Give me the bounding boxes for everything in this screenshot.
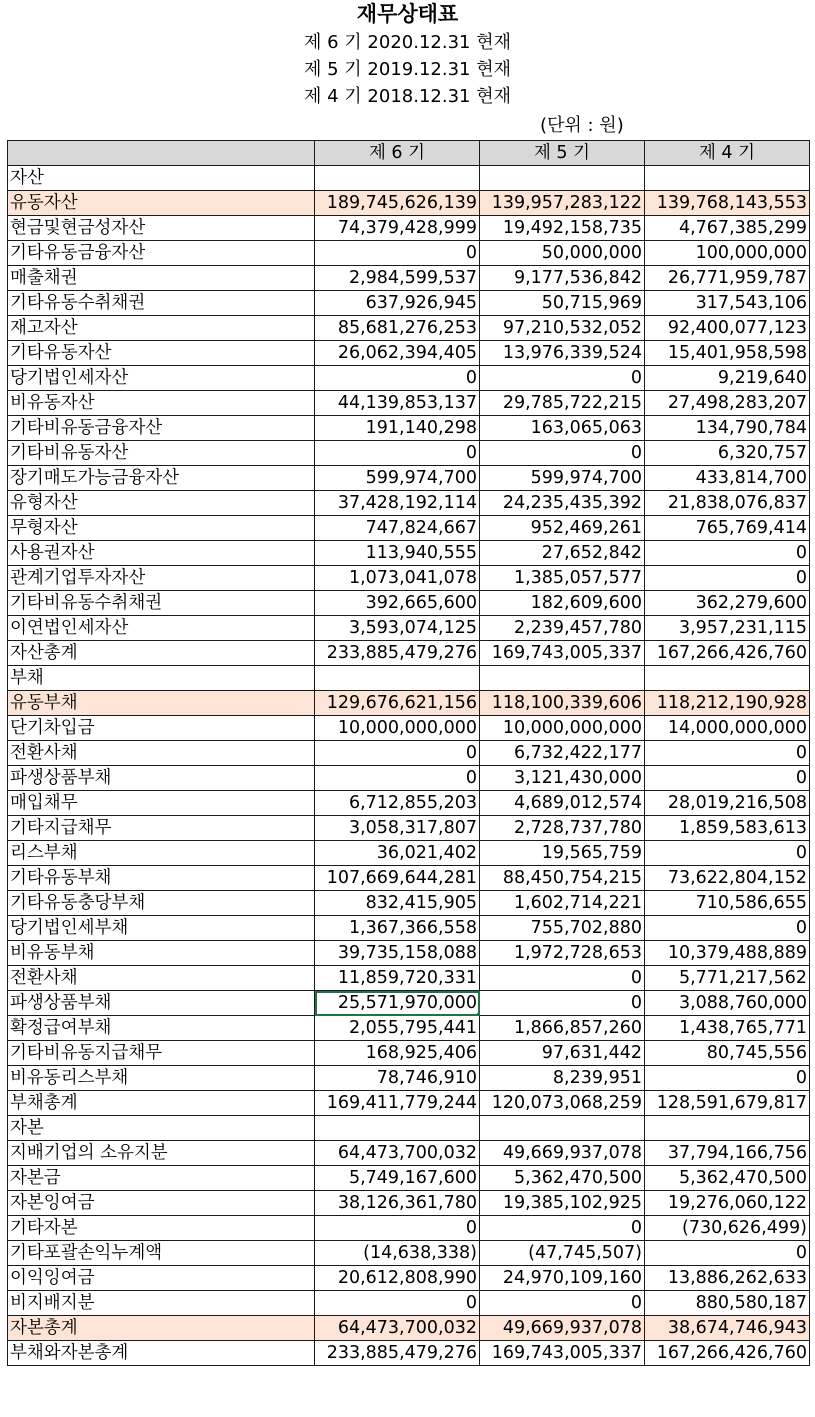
account-label-cell[interactable]: 당기법인세자산 <box>8 366 315 391</box>
account-label-cell[interactable]: 유동부채 <box>8 691 315 716</box>
period-line-6: 제 6 기 2020.12.31 현재 <box>304 32 511 53</box>
value-cell-period-6[interactable]: 189,745,626,139 <box>315 191 480 216</box>
value-cell-period-5[interactable]: 10,000,000,000 <box>480 716 645 741</box>
value-cell-period-6[interactable]: 107,669,644,281 <box>315 866 480 891</box>
value-cell-period-4[interactable]: 167,266,426,760 <box>645 641 810 666</box>
table-row <box>8 191 810 216</box>
account-label-cell[interactable]: 확정급여부채 <box>8 1016 315 1041</box>
value-cell-period-4[interactable]: 765,769,414 <box>645 516 810 541</box>
account-label-cell[interactable]: 전환사채 <box>8 741 315 766</box>
table-row <box>8 1241 810 1266</box>
header-cell-account[interactable] <box>8 141 315 166</box>
table-row <box>8 241 810 266</box>
table-row <box>8 691 810 716</box>
value-cell-period-5[interactable]: 169,743,005,337 <box>480 1341 645 1366</box>
value-cell-period-4[interactable]: 0 <box>645 1241 810 1266</box>
value-cell-period-5[interactable]: 19,492,158,735 <box>480 216 645 241</box>
value-cell-period-4[interactable]: 3,957,231,115 <box>645 616 810 641</box>
value-cell-period-4[interactable]: 38,674,746,943 <box>645 1316 810 1341</box>
value-cell-period-5[interactable]: 97,631,442 <box>480 1041 645 1066</box>
table-row <box>8 441 810 466</box>
account-label-cell[interactable]: 비유동리스부채 <box>8 1066 315 1091</box>
value-cell-period-6[interactable] <box>315 166 480 191</box>
value-cell-period-6[interactable]: 233,885,479,276 <box>315 641 480 666</box>
value-cell-period-4[interactable]: 27,498,283,207 <box>645 391 810 416</box>
value-cell-period-5[interactable]: 1,972,728,653 <box>480 941 645 966</box>
value-cell-period-4[interactable] <box>645 1116 810 1141</box>
balance-sheet-table <box>7 140 810 1366</box>
value-cell-period-5[interactable]: 88,450,754,215 <box>480 866 645 891</box>
account-label-cell[interactable]: 유동자산 <box>8 191 315 216</box>
account-label-cell[interactable]: 무형자산 <box>8 516 315 541</box>
value-cell-period-5[interactable]: 0 <box>480 1216 645 1241</box>
value-cell-period-5[interactable]: 5,362,470,500 <box>480 1166 645 1191</box>
value-cell-period-4[interactable]: 15,401,958,598 <box>645 341 810 366</box>
value-cell-period-4[interactable]: 21,838,076,837 <box>645 491 810 516</box>
value-cell-period-4[interactable]: 1,859,583,613 <box>645 816 810 841</box>
account-label-cell[interactable]: 자본잉여금 <box>8 1191 315 1216</box>
value-cell-period-6[interactable]: 599,974,700 <box>315 466 480 491</box>
value-cell-period-5[interactable]: 4,689,012,574 <box>480 791 645 816</box>
table-row <box>8 1141 810 1166</box>
value-cell-period-5[interactable]: 120,073,068,259 <box>480 1091 645 1116</box>
account-label-cell[interactable]: 기타포괄손익누계액 <box>8 1241 315 1266</box>
table-row <box>8 866 810 891</box>
value-cell-period-5[interactable]: 182,609,600 <box>480 591 645 616</box>
value-cell-period-6[interactable]: 37,428,192,114 <box>315 491 480 516</box>
value-cell-period-6[interactable]: 74,379,428,999 <box>315 216 480 241</box>
value-cell-period-4[interactable]: 5,771,217,562 <box>645 966 810 991</box>
value-cell-period-5[interactable]: 169,743,005,337 <box>480 641 645 666</box>
value-cell-period-6[interactable]: 0 <box>315 766 480 791</box>
account-label-cell[interactable]: 유형자산 <box>8 491 315 516</box>
value-cell-period-5[interactable]: 97,210,532,052 <box>480 316 645 341</box>
value-cell-period-5[interactable]: 2,728,737,780 <box>480 816 645 841</box>
value-cell-period-6[interactable]: 3,058,317,807 <box>315 816 480 841</box>
value-cell-period-4[interactable]: 37,794,166,756 <box>645 1141 810 1166</box>
value-cell-period-6[interactable]: (14,638,338) <box>315 1241 480 1266</box>
value-cell-period-5[interactable]: 49,669,937,078 <box>480 1141 645 1166</box>
header-cell-period-6[interactable]: 제 6 기 <box>315 141 480 166</box>
table-row <box>8 1066 810 1091</box>
account-label-cell[interactable]: 자본총계 <box>8 1316 315 1341</box>
table-row <box>8 291 810 316</box>
value-cell-period-6[interactable]: 0 <box>315 241 480 266</box>
value-cell-period-6[interactable]: 0 <box>315 366 480 391</box>
value-cell-period-5[interactable]: 27,652,842 <box>480 541 645 566</box>
value-cell-period-4[interactable]: 26,771,959,787 <box>645 266 810 291</box>
value-cell-period-4[interactable]: 3,088,760,000 <box>645 991 810 1016</box>
table-row <box>8 391 810 416</box>
table-row <box>8 1216 810 1241</box>
value-cell-period-6[interactable]: 392,665,600 <box>315 591 480 616</box>
value-cell-period-6[interactable]: 832,415,905 <box>315 891 480 916</box>
value-cell-period-6[interactable]: 64,473,700,032 <box>315 1141 480 1166</box>
value-cell-period-6[interactable]: 6,712,855,203 <box>315 791 480 816</box>
account-label-cell[interactable]: 기타유동금융자산 <box>8 241 315 266</box>
value-cell-period-5[interactable]: 0 <box>480 441 645 466</box>
account-label-cell[interactable]: 부채 <box>8 666 315 691</box>
value-cell-period-4[interactable]: 134,790,784 <box>645 416 810 441</box>
value-cell-period-6[interactable]: 0 <box>315 1291 480 1316</box>
table-row <box>8 766 810 791</box>
table-row <box>8 841 810 866</box>
account-label-cell[interactable]: 기타비유동금융자산 <box>8 416 315 441</box>
account-label-cell[interactable]: 비유동부채 <box>8 941 315 966</box>
value-cell-period-4[interactable]: 880,580,187 <box>645 1291 810 1316</box>
value-cell-period-6[interactable]: 3,593,074,125 <box>315 616 480 641</box>
table-row <box>8 791 810 816</box>
value-cell-period-5[interactable] <box>480 166 645 191</box>
value-cell-period-6[interactable]: 129,676,621,156 <box>315 691 480 716</box>
value-cell-period-6[interactable]: 39,735,158,088 <box>315 941 480 966</box>
value-cell-period-5[interactable]: 13,976,339,524 <box>480 341 645 366</box>
value-cell-period-5[interactable]: 2,239,457,780 <box>480 616 645 641</box>
value-cell-period-4[interactable]: 0 <box>645 566 810 591</box>
table-row <box>8 916 810 941</box>
value-cell-period-5[interactable]: 6,732,422,177 <box>480 741 645 766</box>
value-cell-period-5[interactable] <box>480 1116 645 1141</box>
value-cell-period-6[interactable]: 64,473,700,032 <box>315 1316 480 1341</box>
value-cell-period-5[interactable]: 50,000,000 <box>480 241 645 266</box>
value-cell-period-5[interactable]: 163,065,063 <box>480 416 645 441</box>
value-cell-period-6[interactable]: 85,681,276,253 <box>315 316 480 341</box>
table-row <box>8 1166 810 1191</box>
table-row <box>8 741 810 766</box>
value-cell-period-5[interactable]: 3,121,430,000 <box>480 766 645 791</box>
account-label-cell[interactable]: 지배기업의 소유지분 <box>8 1141 315 1166</box>
table-row <box>8 941 810 966</box>
table-row <box>8 491 810 516</box>
value-cell-period-5[interactable]: (47,745,507) <box>480 1241 645 1266</box>
table-row <box>8 541 810 566</box>
value-cell-period-6[interactable]: 168,925,406 <box>315 1041 480 1066</box>
account-label-cell[interactable]: 리스부채 <box>8 841 315 866</box>
value-cell-period-4[interactable]: 710,586,655 <box>645 891 810 916</box>
table-row <box>8 566 810 591</box>
account-label-cell[interactable]: 매입채무 <box>8 791 315 816</box>
value-cell-period-6[interactable]: 5,749,167,600 <box>315 1166 480 1191</box>
table-row <box>8 591 810 616</box>
value-cell-period-4[interactable]: 73,622,804,152 <box>645 866 810 891</box>
account-label-cell[interactable]: 기타지급채무 <box>8 816 315 841</box>
account-label-cell[interactable]: 이익잉여금 <box>8 1266 315 1291</box>
value-cell-period-4[interactable]: 19,276,060,122 <box>645 1191 810 1216</box>
value-cell-period-6[interactable]: 11,859,720,331 <box>315 966 480 991</box>
value-cell-period-6[interactable]: 747,824,667 <box>315 516 480 541</box>
value-cell-period-5[interactable]: 118,100,339,606 <box>480 691 645 716</box>
statement-title: 재무상태표 <box>356 2 459 26</box>
table-row <box>8 1041 810 1066</box>
value-cell-period-5[interactable]: 1,866,857,260 <box>480 1016 645 1041</box>
value-cell-period-4[interactable]: 167,266,426,760 <box>645 1341 810 1366</box>
account-label-cell[interactable]: 사용권자산 <box>8 541 315 566</box>
value-cell-period-6[interactable]: 2,055,795,441 <box>315 1016 480 1041</box>
value-cell-period-6[interactable]: 1,367,366,558 <box>315 916 480 941</box>
account-label-cell[interactable]: 기타비유동자산 <box>8 441 315 466</box>
value-cell-period-4[interactable] <box>645 666 810 691</box>
value-cell-period-6[interactable]: 26,062,394,405 <box>315 341 480 366</box>
value-cell-period-4[interactable]: 5,362,470,500 <box>645 1166 810 1191</box>
table-row <box>8 316 810 341</box>
table-row <box>8 341 810 366</box>
value-cell-period-5[interactable]: 19,385,102,925 <box>480 1191 645 1216</box>
value-cell-period-6[interactable]: 169,411,779,244 <box>315 1091 480 1116</box>
table-row <box>8 1266 810 1291</box>
value-cell-period-4[interactable]: 128,591,679,817 <box>645 1091 810 1116</box>
value-cell-period-4[interactable]: 362,279,600 <box>645 591 810 616</box>
account-label-cell[interactable]: 비지배지분 <box>8 1291 315 1316</box>
account-label-cell[interactable]: 자본금 <box>8 1166 315 1191</box>
value-cell-period-6[interactable]: 0 <box>315 1216 480 1241</box>
value-cell-period-4[interactable]: 1,438,765,771 <box>645 1016 810 1041</box>
account-label-cell[interactable]: 비유동자산 <box>8 391 315 416</box>
value-cell-period-6[interactable]: 44,139,853,137 <box>315 391 480 416</box>
value-cell-period-4[interactable]: 433,814,700 <box>645 466 810 491</box>
table-row <box>8 666 810 691</box>
unit-label: (단위 : 원) <box>540 115 624 136</box>
value-cell-period-6[interactable] <box>315 1116 480 1141</box>
header-cell-period-4[interactable]: 제 4 기 <box>645 141 810 166</box>
account-label-cell[interactable]: 기타자본 <box>8 1216 315 1241</box>
value-cell-period-4[interactable]: 6,320,757 <box>645 441 810 466</box>
value-cell-period-4[interactable]: 4,767,385,299 <box>645 216 810 241</box>
account-label-cell[interactable]: 기타유동수취채권 <box>8 291 315 316</box>
header-cell-period-5[interactable]: 제 5 기 <box>480 141 645 166</box>
value-cell-period-4[interactable] <box>645 166 810 191</box>
value-cell-period-4[interactable]: (730,626,499) <box>645 1216 810 1241</box>
value-cell-period-5[interactable]: 19,565,759 <box>480 841 645 866</box>
table-row <box>8 466 810 491</box>
value-cell-period-6[interactable]: 113,940,555 <box>315 541 480 566</box>
value-cell-period-4[interactable]: 0 <box>645 916 810 941</box>
value-cell-period-4[interactable]: 317,543,106 <box>645 291 810 316</box>
value-cell-period-5[interactable]: 0 <box>480 966 645 991</box>
table-row <box>8 966 810 991</box>
value-cell-period-4[interactable]: 0 <box>645 766 810 791</box>
account-label-cell[interactable]: 기타유동부채 <box>8 866 315 891</box>
account-label-cell[interactable]: 기타비유동지급채무 <box>8 1041 315 1066</box>
account-label-cell[interactable]: 이연법인세자산 <box>8 616 315 641</box>
account-label-cell[interactable]: 전환사채 <box>8 966 315 991</box>
value-cell-period-6[interactable]: 78,746,910 <box>315 1066 480 1091</box>
value-cell-period-5[interactable]: 24,970,109,160 <box>480 1266 645 1291</box>
value-cell-period-4[interactable]: 13,886,262,633 <box>645 1266 810 1291</box>
value-cell-period-4[interactable]: 0 <box>645 741 810 766</box>
value-cell-period-5[interactable]: 49,669,937,078 <box>480 1316 645 1341</box>
table-row <box>8 716 810 741</box>
value-cell-period-5[interactable]: 1,602,714,221 <box>480 891 645 916</box>
account-label-cell[interactable]: 매출채권 <box>8 266 315 291</box>
account-label-cell[interactable]: 기타비유동수취채권 <box>8 591 315 616</box>
value-cell-period-4[interactable]: 0 <box>645 1066 810 1091</box>
value-cell-period-4[interactable]: 80,745,556 <box>645 1041 810 1066</box>
value-cell-period-4[interactable]: 10,379,488,889 <box>645 941 810 966</box>
value-cell-period-6[interactable]: 2,984,599,537 <box>315 266 480 291</box>
period-line-5: 제 5 기 2019.12.31 현재 <box>304 59 511 80</box>
value-cell-period-6[interactable]: 38,126,361,780 <box>315 1191 480 1216</box>
table-row <box>8 1091 810 1116</box>
value-cell-period-5[interactable]: 50,715,969 <box>480 291 645 316</box>
value-cell-period-5[interactable]: 599,974,700 <box>480 466 645 491</box>
value-cell-period-5[interactable]: 9,177,536,842 <box>480 266 645 291</box>
value-cell-period-4[interactable]: 28,019,216,508 <box>645 791 810 816</box>
table-row <box>8 991 810 1016</box>
table-row <box>8 1116 810 1141</box>
value-cell-period-6[interactable]: 10,000,000,000 <box>315 716 480 741</box>
account-label-cell[interactable]: 파생상품부채 <box>8 991 315 1016</box>
value-cell-period-6[interactable]: 233,885,479,276 <box>315 1341 480 1366</box>
header-row <box>8 141 810 166</box>
value-cell-period-4[interactable]: 9,219,640 <box>645 366 810 391</box>
value-cell-period-4[interactable]: 100,000,000 <box>645 241 810 266</box>
account-label-cell[interactable]: 장기매도가능금융자산 <box>8 466 315 491</box>
table-row <box>8 1316 810 1341</box>
table-row <box>8 616 810 641</box>
value-cell-period-5[interactable] <box>480 666 645 691</box>
account-label-cell[interactable]: 자산총계 <box>8 641 315 666</box>
account-label-cell[interactable]: 부채총계 <box>8 1091 315 1116</box>
value-cell-period-5[interactable]: 29,785,722,215 <box>480 391 645 416</box>
account-label-cell[interactable]: 자산 <box>8 166 315 191</box>
value-cell-period-4[interactable]: 0 <box>645 841 810 866</box>
value-cell-period-4[interactable]: 0 <box>645 541 810 566</box>
account-label-cell[interactable]: 기타유동충당부채 <box>8 891 315 916</box>
value-cell-period-5[interactable]: 24,235,435,392 <box>480 491 645 516</box>
account-label-cell[interactable]: 재고자산 <box>8 316 315 341</box>
value-cell-period-5[interactable]: 1,385,057,577 <box>480 566 645 591</box>
account-label-cell[interactable]: 관계기업투자자산 <box>8 566 315 591</box>
value-cell-period-5[interactable]: 0 <box>480 991 645 1016</box>
value-cell-period-4[interactable]: 92,400,077,123 <box>645 316 810 341</box>
table-row <box>8 1341 810 1366</box>
value-cell-period-4[interactable]: 14,000,000,000 <box>645 716 810 741</box>
table-row <box>8 891 810 916</box>
table-row <box>8 1191 810 1216</box>
table-row <box>8 816 810 841</box>
value-cell-period-5[interactable]: 139,957,283,122 <box>480 191 645 216</box>
account-label-cell[interactable]: 기타유동자산 <box>8 341 315 366</box>
value-cell-period-6[interactable]: 0 <box>315 741 480 766</box>
value-cell-period-6[interactable]: 637,926,945 <box>315 291 480 316</box>
table-row <box>8 266 810 291</box>
account-label-cell[interactable]: 당기법인세부채 <box>8 916 315 941</box>
value-cell-period-6[interactable]: 20,612,808,990 <box>315 1266 480 1291</box>
value-cell-period-6[interactable]: 0 <box>315 441 480 466</box>
table-row <box>8 366 810 391</box>
value-cell-period-6[interactable]: 36,021,402 <box>315 841 480 866</box>
value-cell-period-6[interactable]: 1,073,041,078 <box>315 566 480 591</box>
account-label-cell[interactable]: 현금및현금성자산 <box>8 216 315 241</box>
account-label-cell[interactable]: 부채와자본총계 <box>8 1341 315 1366</box>
account-label-cell[interactable]: 자본 <box>8 1116 315 1141</box>
value-cell-period-6[interactable]: 25,571,970,000 <box>315 991 480 1016</box>
period-line-4: 제 4 기 2018.12.31 현재 <box>304 86 511 107</box>
table-row <box>8 516 810 541</box>
table-row <box>8 1016 810 1041</box>
table-row <box>8 216 810 241</box>
value-cell-period-5[interactable]: 755,702,880 <box>480 916 645 941</box>
value-cell-period-5[interactable]: 0 <box>480 1291 645 1316</box>
account-label-cell[interactable]: 단기차입금 <box>8 716 315 741</box>
value-cell-period-4[interactable]: 139,768,143,553 <box>645 191 810 216</box>
table-row <box>8 416 810 441</box>
value-cell-period-5[interactable]: 8,239,951 <box>480 1066 645 1091</box>
table-row <box>8 166 810 191</box>
value-cell-period-6[interactable] <box>315 666 480 691</box>
value-cell-period-4[interactable]: 118,212,190,928 <box>645 691 810 716</box>
account-label-cell[interactable]: 파생상품부채 <box>8 766 315 791</box>
value-cell-period-5[interactable]: 952,469,261 <box>480 516 645 541</box>
table-row <box>8 641 810 666</box>
table-row <box>8 1291 810 1316</box>
value-cell-period-6[interactable]: 191,140,298 <box>315 416 480 441</box>
value-cell-period-5[interactable]: 0 <box>480 366 645 391</box>
